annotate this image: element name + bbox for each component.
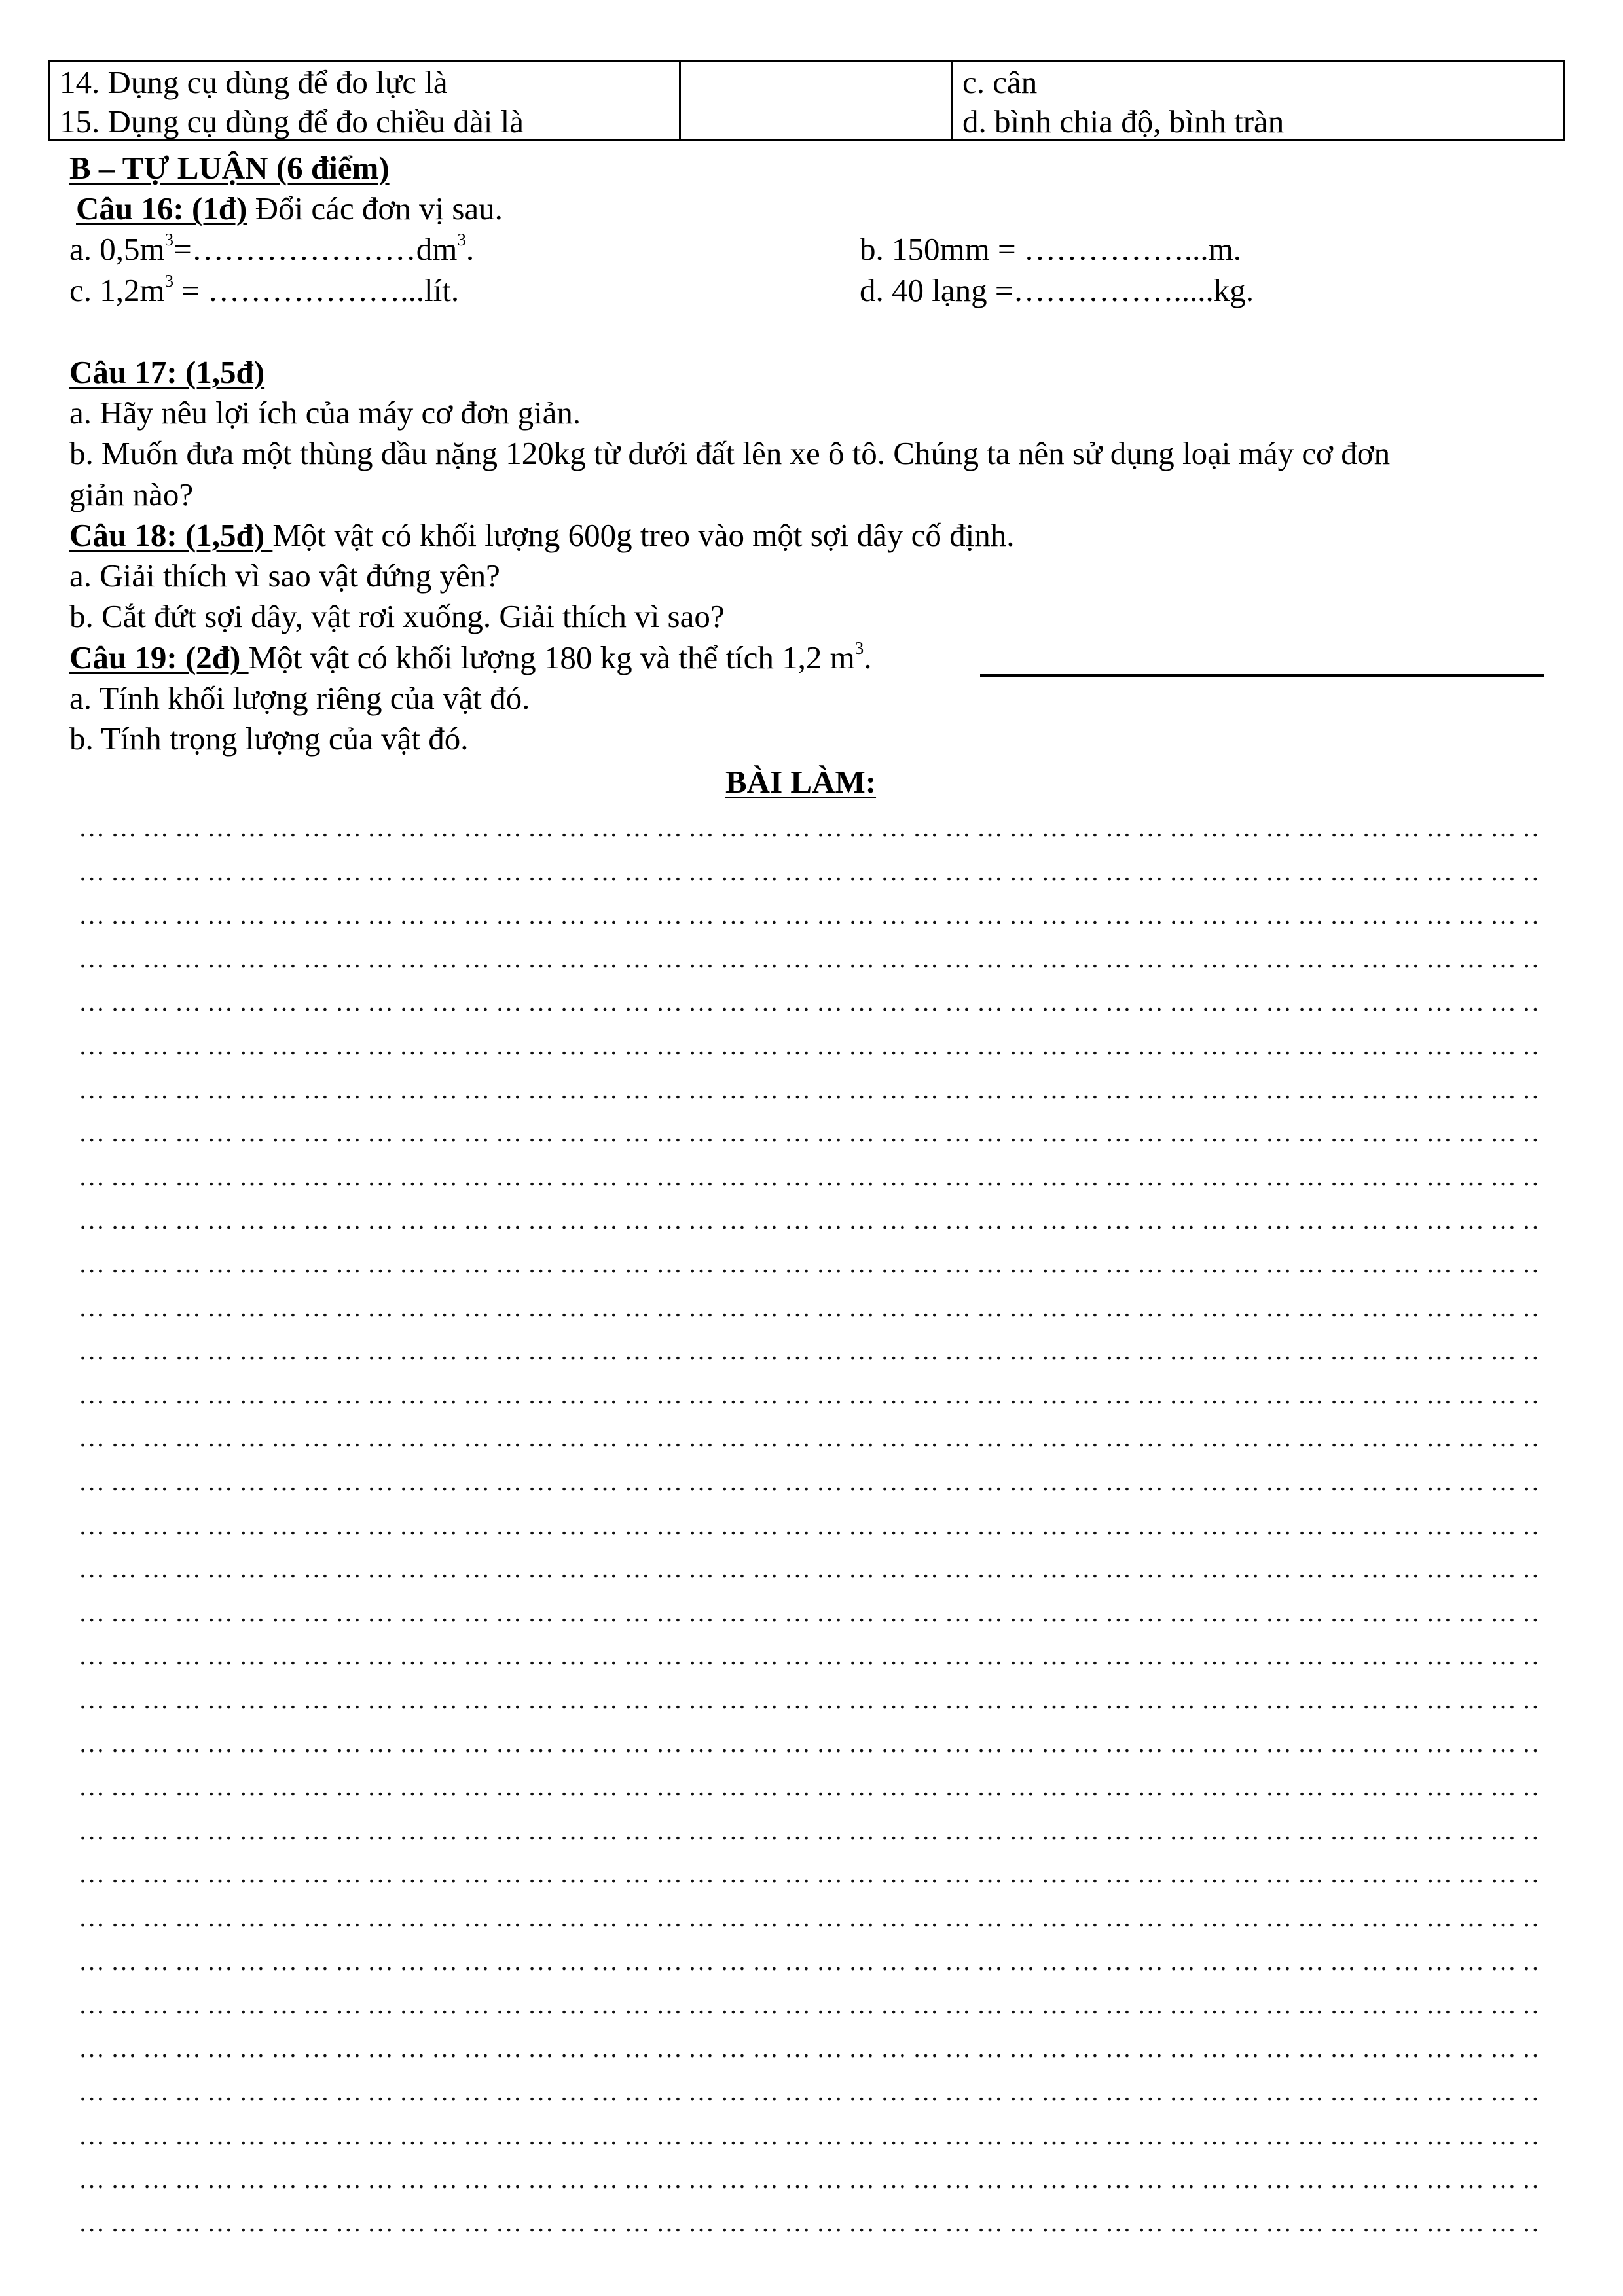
table-row-15-right: d. bình chia độ, bình tràn: [962, 103, 1285, 139]
q18-a: a. Giải thích vì sao vật đứng yên?: [69, 558, 500, 594]
answer-dotted-line: [79, 1556, 1539, 1582]
q18-text: Một vật có khối lượng 600g treo vào một sợi dây cố định.: [272, 517, 1015, 553]
answer-dotted-line: [79, 859, 1539, 885]
answer-dotted-line: [79, 2079, 1539, 2105]
matching-table: [48, 60, 1565, 141]
q17-a: a. Hãy nêu lợi ích của máy cơ đơn giản.: [69, 395, 581, 431]
answer-dotted-line: [79, 1774, 1539, 1800]
q16-a-end: .: [465, 231, 475, 267]
q19-label: Câu 19: (2đ): [69, 639, 249, 675]
answer-dotted-line: [79, 1643, 1539, 1669]
answer-dotted-line: [79, 1425, 1539, 1451]
q19-text: Một vật có khối lượng 180 kg và thể tích 1,2 m: [248, 639, 855, 675]
answer-dotted-line: [79, 1948, 1539, 1975]
answer-dotted-line: [79, 989, 1539, 1015]
q17-b-line2: giản nào?: [69, 476, 194, 512]
answer-dotted-line: [79, 1731, 1539, 1757]
q19-line: [69, 638, 872, 675]
q16-c-pre: c. 1,2m: [69, 272, 165, 308]
answer-dotted-line: [79, 1992, 1539, 2018]
table-row-15-left: 15. Dụng cụ dùng để đo chiều dài là: [60, 103, 524, 139]
q16-a-sup: 3: [164, 230, 174, 249]
answer-dotted-line: [79, 1513, 1539, 1539]
section-b-heading: B – TỰ LUẬN (6 điểm): [69, 150, 390, 186]
q19-text-end: .: [864, 639, 872, 675]
q16-a-mid: =…………………dm: [173, 231, 458, 267]
answer-heading: BÀI LÀM:: [725, 764, 877, 800]
answer-dotted-line: [79, 1861, 1539, 1887]
q16-c-sup: 3: [164, 271, 174, 291]
table-row-14-right: c. cân: [962, 64, 1038, 100]
q16-a: [69, 230, 475, 267]
table-row-14-left: 14. Dụng cụ dùng để đo lực là: [60, 64, 448, 100]
q19-sup: 3: [854, 638, 864, 658]
answer-dotted-line: [79, 1207, 1539, 1233]
answer-dotted-line: [79, 1033, 1539, 1059]
answer-dotted-line: [79, 1687, 1539, 1713]
q17-b-line1: b. Muốn đưa một thùng dầu nặng 120kg từ dưới đất lên xe ô tô. Chúng ta nên sử dụng loại máy cơ đơn: [69, 435, 1391, 471]
q16-b: b. 150mm = ……………...m.: [860, 231, 1241, 267]
answer-dotted-line: [79, 2210, 1539, 2236]
answer-dotted-line: [79, 902, 1539, 928]
q19-a: a. Tính khối lượng riêng của vật đó.: [69, 680, 530, 716]
answer-dotted-line: [79, 1164, 1539, 1190]
q16-c-end: = ………………...lít.: [173, 272, 460, 308]
q18-line: [69, 519, 1014, 551]
answer-dotted-line: [79, 1295, 1539, 1321]
answer-dotted-line: [79, 2036, 1539, 2062]
table-divider-2: [951, 62, 953, 139]
q19-b: b. Tính trọng lượng của vật đó.: [69, 721, 469, 757]
answer-dotted-line: [79, 1469, 1539, 1495]
answer-dotted-line: [79, 946, 1539, 972]
q17-label: Câu 17: (1,5đ): [69, 354, 265, 390]
q19-blank-line: [980, 674, 1544, 677]
answer-dotted-line: [79, 1251, 1539, 1277]
q16-a-pre: a. 0,5m: [69, 231, 165, 267]
q18-label: Câu 18: (1,5đ): [69, 517, 273, 553]
answer-dotted-line: [79, 815, 1539, 841]
answer-dotted-line: [79, 1600, 1539, 1626]
answer-dotted-line: [79, 1818, 1539, 1844]
answer-dotted-line: [79, 1338, 1539, 1364]
q16-text: Đổi các đơn vị sau.: [247, 190, 503, 226]
answer-dotted-line: [79, 1905, 1539, 1931]
q16-c: [69, 271, 460, 308]
q16-line: [76, 192, 503, 224]
q18-b: b. Cắt đứt sợi dây, vật rơi xuống. Giải thích vì sao?: [69, 598, 725, 634]
table-divider-1: [679, 62, 681, 139]
answer-dotted-line: [79, 1077, 1539, 1103]
q16-a-sup2: 3: [457, 230, 466, 249]
answer-dotted-line: [79, 2123, 1539, 2149]
answer-dotted-line: [79, 1382, 1539, 1408]
q16-d: d. 40 lạng =…………….....kg.: [860, 272, 1254, 308]
answer-dotted-line: [79, 2166, 1539, 2193]
answer-dotted-line: [79, 1120, 1539, 1146]
q16-label: Câu 16: (1đ): [76, 190, 247, 226]
